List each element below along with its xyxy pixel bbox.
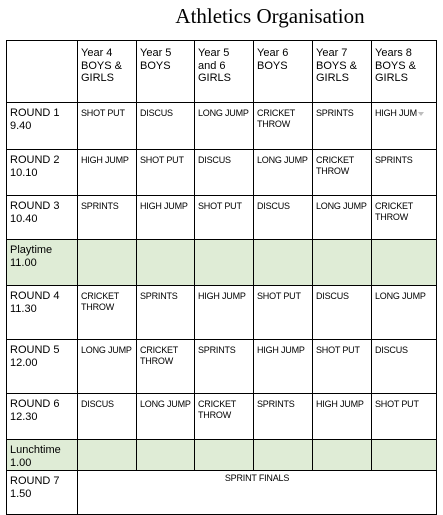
dropdown-arrow-icon[interactable] [418, 112, 424, 116]
event-label: SHOT PUT [140, 155, 184, 165]
event-label: HIGH JUMP [81, 155, 129, 165]
event-cell [313, 150, 372, 196]
row-label [7, 340, 78, 394]
event-label: CRICKET [375, 201, 414, 211]
corner-cell [7, 41, 78, 103]
event-cell [195, 286, 254, 340]
event-label: HIGH JUMP [140, 201, 188, 211]
event-label: SHOT PUT [375, 399, 419, 409]
break-cell [254, 440, 313, 471]
event-label: SHOT PUT [198, 201, 242, 211]
row-label [7, 103, 78, 150]
event-label: HIGH JUMP [198, 291, 246, 301]
column-header [78, 41, 137, 103]
row-label-name: Playtime [10, 244, 53, 256]
break-cell [313, 240, 372, 286]
event-label: HIGH JUMP [257, 345, 305, 355]
event-cell [137, 394, 195, 440]
sprint-finals-cell: SPRINT FINALS [78, 471, 437, 515]
column-header-line: Year 5 [198, 47, 230, 59]
event-cell [254, 103, 313, 150]
event-label: DISCUS [316, 291, 349, 301]
round-row [7, 103, 437, 150]
event-label: CRICKET [140, 345, 179, 355]
row-label [7, 394, 78, 440]
column-header [254, 41, 313, 103]
event-cell [195, 394, 254, 440]
event-cell [137, 196, 195, 240]
event-label: CRICKET [198, 399, 237, 409]
page-title: Athletics Organisation [175, 4, 365, 28]
event-cell [372, 103, 437, 150]
event-label: HIGH JUMP [316, 399, 364, 409]
break-cell [78, 440, 137, 471]
column-header-line: BOYS [257, 59, 288, 72]
event-cell [254, 150, 313, 196]
row-label [7, 471, 78, 515]
event-label: SPRINTS [140, 291, 178, 301]
row-label-name: ROUND 1 [10, 107, 60, 119]
event-label: LONG JUMP [316, 201, 367, 211]
break-cell [137, 440, 195, 471]
event-cell [195, 150, 254, 196]
event-label: SPRINTS [198, 345, 236, 355]
event-label: THROW [316, 166, 349, 176]
row-label-name: ROUND 3 [10, 200, 60, 212]
row-label [7, 196, 78, 240]
event-cell [313, 103, 372, 150]
row-label-time: 10.10 [10, 167, 38, 179]
column-header-line: Years 8 [375, 47, 412, 59]
column-header-line: BOYS & [316, 59, 357, 72]
column-header-line: GIRLS [316, 72, 350, 84]
event-cell [195, 196, 254, 240]
column-header-line: Year 6 [257, 47, 289, 59]
event-cell [78, 196, 137, 240]
column-header [195, 41, 254, 103]
event-cell [254, 286, 313, 340]
round-row [7, 471, 437, 515]
row-label-time: 12.00 [10, 357, 38, 369]
event-label: SHOT PUT [257, 291, 301, 301]
event-label: SHOT PUT [316, 345, 360, 355]
break-cell [195, 440, 254, 471]
row-label-name: ROUND 6 [10, 398, 60, 410]
break-cell [137, 240, 195, 286]
header-row [7, 41, 437, 103]
row-label-name: ROUND 2 [10, 154, 60, 166]
event-cell [372, 286, 437, 340]
event-label: DISCUS [140, 108, 173, 118]
break-cell [313, 440, 372, 471]
row-label-time: 9.40 [10, 120, 32, 132]
event-cell [254, 394, 313, 440]
break-cell [372, 240, 437, 286]
round-row [7, 150, 437, 196]
column-header-line: and 6 [198, 59, 226, 72]
row-label [7, 286, 78, 340]
event-cell [195, 340, 254, 394]
column-header-line: Year 4 [81, 47, 113, 59]
event-label: CRICKET [316, 155, 355, 165]
event-cell [313, 286, 372, 340]
event-cell [137, 340, 195, 394]
event-cell [313, 340, 372, 394]
event-label: SPRINTS [81, 201, 119, 211]
round-row [7, 394, 437, 440]
row-label-time: 1.50 [10, 488, 32, 500]
row-label [7, 150, 78, 196]
break-cell [372, 440, 437, 471]
column-header-line: Year 7 [316, 47, 348, 59]
event-label: HIGH JUM [375, 108, 417, 118]
event-cell [78, 103, 137, 150]
event-cell [372, 150, 437, 196]
event-cell [372, 340, 437, 394]
event-cell [137, 103, 195, 150]
event-cell [313, 196, 372, 240]
event-label: CRICKET [81, 291, 120, 301]
row-label-time: 1.00 [10, 457, 32, 469]
event-label: LONG JUMP [81, 345, 132, 355]
event-label: THROW [375, 212, 408, 222]
event-cell [78, 286, 137, 340]
column-header-line: GIRLS [375, 72, 409, 84]
break-cell [78, 240, 137, 286]
column-header [137, 41, 195, 103]
row-label-name: ROUND 4 [10, 290, 60, 302]
round-row [7, 340, 437, 394]
column-header-line: BOYS [140, 59, 171, 72]
event-label: DISCUS [198, 155, 231, 165]
round-row [7, 286, 437, 340]
column-header-line: Year 5 [140, 47, 172, 59]
column-header-line: BOYS & [81, 59, 122, 72]
event-label: LONG JUMP [198, 108, 249, 118]
column-header-line: BOYS & [375, 59, 416, 72]
row-label [7, 440, 78, 471]
event-label: DISCUS [257, 201, 290, 211]
event-label: LONG JUMP [257, 155, 308, 165]
event-label: DISCUS [81, 399, 114, 409]
event-label: SPRINTS [257, 399, 295, 409]
event-label: LONG JUMP [140, 399, 191, 409]
break-row [7, 240, 437, 286]
event-cell [78, 150, 137, 196]
event-label: SPRINTS [375, 155, 413, 165]
column-header-line: GIRLS [81, 72, 115, 84]
event-label: THROW [257, 119, 290, 129]
event-label: THROW [198, 410, 231, 420]
row-label-time: 11.00 [10, 257, 37, 269]
row-label-name: ROUND 7 [10, 475, 60, 487]
row-label-time: 10.40 [10, 213, 38, 225]
event-label: SHOT PUT [81, 108, 125, 118]
row-label [7, 240, 78, 286]
event-cell [372, 196, 437, 240]
event-cell [78, 394, 137, 440]
athletics-schedule-table [6, 40, 437, 515]
event-cell [137, 286, 195, 340]
event-label: CRICKET [257, 108, 296, 118]
column-header [313, 41, 372, 103]
event-label: LONG JUMP [375, 291, 426, 301]
round-row [7, 196, 437, 240]
event-cell [254, 196, 313, 240]
row-label-name: ROUND 5 [10, 344, 60, 356]
break-cell [195, 240, 254, 286]
break-row [7, 440, 437, 471]
row-label-time: 11.30 [10, 303, 37, 315]
event-label: DISCUS [375, 345, 408, 355]
event-label: SPRINTS [316, 108, 354, 118]
event-cell [137, 150, 195, 196]
row-label-time: 12.30 [10, 411, 38, 423]
event-cell [372, 394, 437, 440]
row-label-name: Lunchtime [10, 444, 61, 456]
event-label: THROW [140, 356, 173, 366]
event-cell [195, 103, 254, 150]
event-cell [313, 394, 372, 440]
event-cell [254, 340, 313, 394]
column-header [372, 41, 437, 103]
event-cell [78, 340, 137, 394]
break-cell [254, 240, 313, 286]
event-label: THROW [81, 302, 114, 312]
column-header-line: GIRLS [198, 72, 232, 84]
